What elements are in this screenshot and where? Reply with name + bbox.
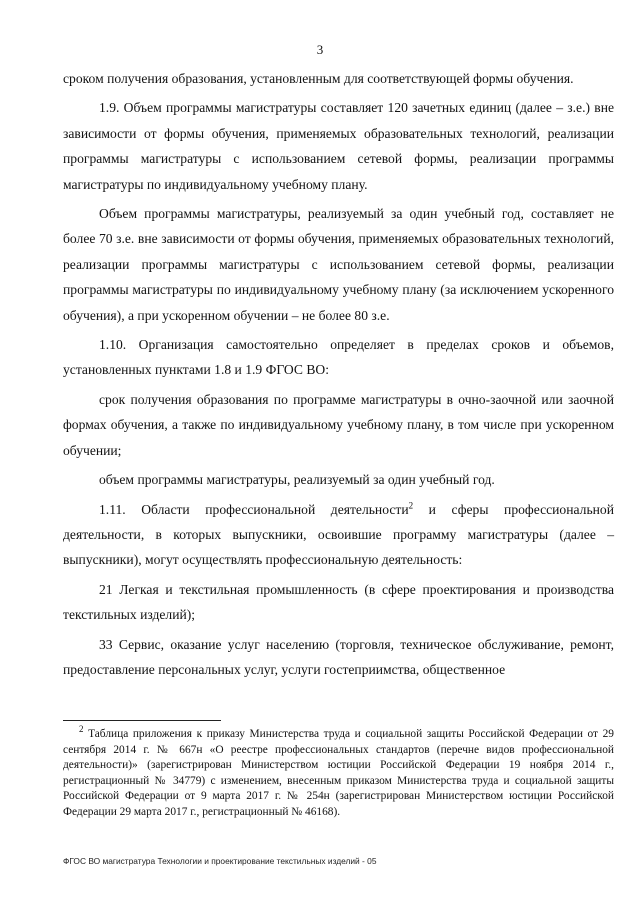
page-footer: ФГОС ВО магистратура Технологии и проектирование текстильных изделий - 05 [63,856,377,866]
footnote [63,724,614,821]
paragraph-term: срок получения образования по программе магистратуры в очно-заочной или заочной формах обучения, а также по индивидуальному учебному плану, в том числе при ускоренном обучении; [63,391,614,458]
paragraph-continuation: сроком получения образования, установленным для соответствующей формы обучения. [63,71,574,86]
page-number: 3 [316,42,324,57]
paragraph-1-11 [63,497,614,573]
paragraph-1-10: 1.10. Организация самостоятельно определяет в пределах сроков и объемов, установленных пунктами 1.8 и 1.9 ФГОС ВО: [63,337,614,378]
footnote-ref[interactable]: 2 [408,499,414,510]
paragraph-area-33: 33 Сервис, оказание услуг населению (торговля, техническое обслуживание, ремонт, предоставление персональных услуг, услуги гостеприимства, общественное [63,636,614,677]
footnote-divider [63,720,221,721]
paragraph-annual-volume: Объем программы магистратуры, реализуемый за один учебный год, составляет не более 70 з.е. вне зависимости от формы обучения, применяемых образовательных технологий, реализации программы магистратуры с использованием сетевой формы, реализации программы магистратуры по индивидуальному учебному плану (за исключением ускоренного обучения), а при ускоренном обучении – не более 80 з.е. [63,206,614,323]
footnote-marker: 2 [79,724,84,735]
paragraph-volume-year: объем программы магистратуры, реализуемый за один учебный год. [99,472,495,488]
footnote-text: Таблица приложения к приказу Министерства труда и социальной защиты Российской Федерации от 29 сентября 2014 г. № 667н «О реестре профессиональных стандартов (перечне видов профессиональной деятельности)» (зарегистрирован Министерством юстиции Российской Федерации 19 ноября 2014 г., регистрационный № 34779) с изменением, внесенным приказом Министерства труда и социальной защиты Российской Федерации от 9 марта 2017 г. № 254н (зарегистрирован Министерством юстиции Российской Федерации 29 марта 2017 г., регистрационный № 46168). [63,728,614,818]
document-body [63,66,614,686]
paragraph-1-9: 1.9. Объем программы магистратуры составляет 120 зачетных единиц (далее – з.е.) вне зависимости от формы обучения, применяемых образовательных технологий, реализации программы магистратуры с использованием сетевой формы, реализации программы магистратуры по индивидуальному учебному плану. [63,100,614,192]
paragraph-1-11-lead: 1.11. Области профессиональной деятельности [99,501,409,517]
paragraph-1-11-rest: и сферы профессиональной деятельности, в которых выпускники, освоившие программу магистратуры (далее – выпускники), могут осуществлять профессиональную деятельность: [63,501,614,568]
paragraph-area-21: 21 Легкая и текстильная промышленность (в сфере проектирования и производства текстильных изделий); [63,581,614,623]
